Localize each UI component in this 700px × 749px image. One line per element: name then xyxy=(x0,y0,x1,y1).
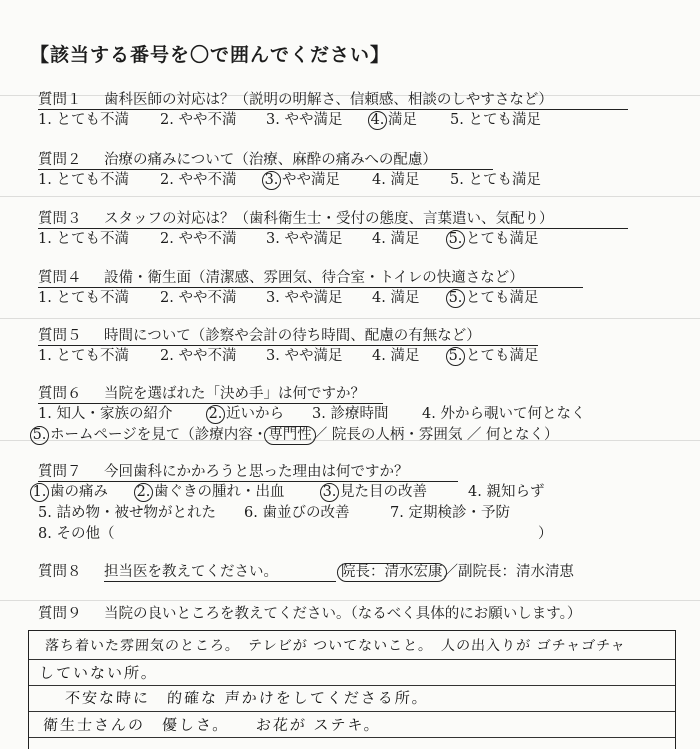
question-number: 質問９ xyxy=(38,606,82,622)
option-2[interactable]: 2. やや不満 xyxy=(160,231,237,247)
answer-line xyxy=(29,685,675,686)
selection-circle: 4. xyxy=(368,111,387,130)
other-close-paren: ） xyxy=(538,526,553,542)
question-text: 設備・衛生面（清潔感、雰囲気、待合室・トイレの快適さなど） xyxy=(104,270,524,286)
option-3-selected[interactable]: 3. やや満足 xyxy=(266,170,340,191)
selection-circle: 5. xyxy=(446,230,465,249)
option-3[interactable]: 3. 診療時間 xyxy=(312,406,389,422)
question-7 xyxy=(32,462,663,545)
option-3[interactable]: 3. やや満足 xyxy=(266,348,343,364)
selection-circle: 3. xyxy=(262,171,281,190)
selection-circle-specialty: 専門性 xyxy=(264,426,316,445)
question-text: 治療の痛みについて（治療、麻酔の痛みへの配慮） xyxy=(104,152,437,168)
option-5-selected[interactable]: 5. とても満足 xyxy=(450,229,539,250)
question-text: 当院を選ばれた「決め手」は何ですか？ xyxy=(104,386,365,402)
answer-line xyxy=(29,737,675,738)
option-3[interactable]: 3. やや満足 xyxy=(266,290,343,306)
question-text: 担当医を教えてください。 xyxy=(104,564,278,580)
selection-circle: 5. xyxy=(446,289,465,308)
answer-box[interactable] xyxy=(28,630,676,749)
question-8 xyxy=(38,562,663,582)
handwritten-answer-line-3: 不安な時に 的確な 声かけをしてくださる所。 xyxy=(64,689,430,707)
question-5 xyxy=(38,326,663,367)
option-2-selected[interactable]: 2. 近いから xyxy=(210,404,284,425)
selection-circle: 2. xyxy=(134,483,153,502)
question-text: 今回歯科にかかろうと思った理由は何ですか？ xyxy=(104,464,409,480)
option-4[interactable]: 4. 満足 xyxy=(372,290,420,306)
option-8-other[interactable]: 8. その他（ xyxy=(38,526,115,542)
question-number: 質問８ xyxy=(38,564,82,580)
option-1[interactable]: 1. とても不満 xyxy=(38,172,129,188)
option-2-selected[interactable]: 2. 歯ぐきの腫れ・出血 xyxy=(138,482,285,503)
selection-circle: 5. xyxy=(446,347,465,366)
selection-circle: 2. xyxy=(206,405,225,424)
handwritten-answer-line-4: 衛生士さんの 優しさ。 お花が ステキ。 xyxy=(42,716,382,734)
selection-circle: 1. xyxy=(30,483,49,502)
question-number: 質問１ xyxy=(38,92,82,108)
option-5-selected[interactable]: 5. ホームページを見て（診療内容・専門性／ 院長の人柄・雰囲気 ／ 何となく） xyxy=(34,425,559,446)
question-text: 時間について（診察や会計の待ち時間、配慮の有無など） xyxy=(104,328,481,344)
option-4[interactable]: 4. 満足 xyxy=(372,231,420,247)
question-number: 質問２ xyxy=(38,152,82,168)
question-9 xyxy=(38,604,663,624)
question-1 xyxy=(38,90,663,131)
handwritten-answer-line-2: していない所。 xyxy=(38,664,159,682)
underline xyxy=(104,581,336,582)
option-2[interactable]: 2. やや不満 xyxy=(160,172,237,188)
option-4[interactable]: 4. 外から覗いて何となく xyxy=(422,406,586,422)
answer-line xyxy=(29,659,675,660)
doctor-director-selected[interactable] xyxy=(340,562,574,582)
question-number: 質問５ xyxy=(38,328,82,344)
question-number: 質問４ xyxy=(38,270,82,286)
option-3-selected[interactable]: 3. 見た目の改善 xyxy=(324,482,427,503)
question-text: スタッフの対応は？（歯科衛生士・受付の態度、言葉遣い、気配り） xyxy=(104,211,554,227)
selection-circle: 5. xyxy=(30,426,49,445)
handwritten-answer-line-1: 落ち着いた雰囲気のところ。 テレビが ついてないこと。 人の出入りが ゴチャゴチャ xyxy=(44,638,627,654)
question-6 xyxy=(32,384,663,446)
question-text: 歯科医師の対応は？（説明の明解さ、信頼感、相談のしやすさなど） xyxy=(104,92,553,108)
option-1[interactable]: 1. とても不満 xyxy=(38,231,129,247)
question-4 xyxy=(38,268,663,309)
selection-circle-director: 院長：清水宏康 xyxy=(337,563,447,582)
option-1[interactable]: 1. とても不満 xyxy=(38,112,129,128)
option-5-selected[interactable]: 5. とても満足 xyxy=(450,346,539,367)
option-4[interactable]: 4. 満足 xyxy=(372,172,420,188)
option-7[interactable]: 7. 定期検診・予防 xyxy=(390,505,510,521)
question-2 xyxy=(38,150,663,191)
option-1[interactable]: 1. とても不満 xyxy=(38,348,129,364)
question-number: 質問３ xyxy=(38,211,82,227)
option-6[interactable]: 6. 歯並びの改善 xyxy=(244,505,350,521)
option-2[interactable]: 2. やや不満 xyxy=(160,348,237,364)
option-1-selected[interactable]: 1. 歯の痛み xyxy=(34,482,108,503)
option-1[interactable]: 1. とても不満 xyxy=(38,290,129,306)
selection-circle: 3. xyxy=(320,483,339,502)
doctor-vice: ／副院長：清水清恵 xyxy=(443,564,574,580)
page-title: 【該当する番号を〇で囲んでください】 xyxy=(30,44,391,66)
option-3[interactable]: 3. やや満足 xyxy=(266,231,343,247)
option-3[interactable]: 3. やや満足 xyxy=(266,112,343,128)
question-text: 当院の良いところを教えてください。（なるべく具体的にお願いします。） xyxy=(104,606,582,622)
option-5[interactable]: 5. 詰め物・被せ物がとれた xyxy=(38,505,216,521)
option-4[interactable]: 4. 満足 xyxy=(372,348,420,364)
option-4-selected[interactable]: 4. 満足 xyxy=(372,110,417,131)
option-2[interactable]: 2. やや不満 xyxy=(160,112,237,128)
question-3 xyxy=(38,209,663,250)
option-5[interactable]: 5. とても満足 xyxy=(450,172,541,188)
option-5[interactable]: 5. とても満足 xyxy=(450,112,541,128)
option-1[interactable]: 1. 知人・家族の紹介 xyxy=(38,406,173,422)
answer-line xyxy=(29,711,675,712)
option-5-selected[interactable]: 5. とても満足 xyxy=(450,288,539,309)
question-number: 質問７ xyxy=(38,464,82,480)
option-4[interactable]: 4. 親知らず xyxy=(468,484,545,500)
question-number: 質問６ xyxy=(38,386,82,402)
option-2[interactable]: 2. やや不満 xyxy=(160,290,237,306)
